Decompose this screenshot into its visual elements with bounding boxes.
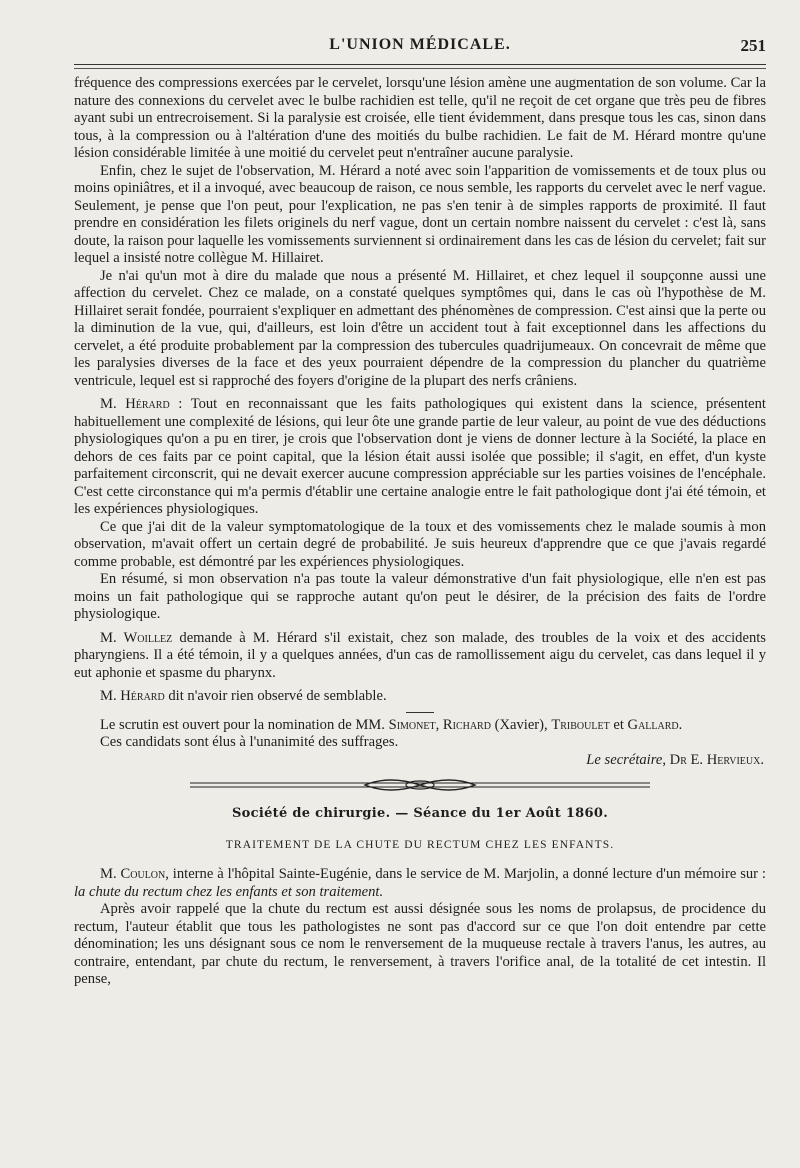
society-heading: Société de chirurgie. — Séance du 1er Août 1860.: [231, 806, 609, 821]
paragraph: Après avoir rappelé que la chute du rectum est aussi désignée sous les noms de prolapsus, de procidence du rectum, l'auteur établit que tous les pathologistes ne sont pas d'accord sur ce que l'on doit entendre par cette dénomination; les uns désignant sous ce nom le renversement de la muqueuse rectale à travers l'anus, les autres, au contraire, entendant, par chute du rectum, le renversement, à travers l'orifice anal, de la totalité de cet intestin. Il pense,: [74, 901, 766, 987]
candidate-name: Simonet: [388, 716, 436, 733]
separator: ,: [435, 716, 443, 733]
paragraph: [74, 630, 766, 683]
paragraph-text: : Tout en reconnaissant que les faits pathologiques qui existent dans la science, présentent habituellement une complexité de lésions, qui leur ôte une grande partie de leur valeur, au point de vue des déductions physiologiques qu'on a pu en tirer, je crois que l'observation dont je viens de donner lecture à la Société, la place en dehors de ces faits par ce point capital, que la lésion était aussi isolée que possible; il s'agit, en effet, d'un kyste parfaitement circonscrit, qui ne devait exercer aucune compression appréciable sur les parties voisines de l'encéphale. C'est cette circonstance qui m'a permis d'établir une certaine analogie entre le fait pathologique dont j'ai été témoin, et les expériences physiologiques.: [74, 396, 766, 517]
paragraph-text: dit n'avoir rien observé de semblable.: [164, 688, 387, 704]
signature: [74, 752, 766, 770]
paragraph: Ce que j'ai dit de la valeur symptomatologique de la toux et des vomissements chez le malade soumis à mon observation, m'avait offert un certain degré de probabilité. Je suis heureux d'apprendre que ce que j'avais regardé comme probable, est démontré par les expériences physiologiques.: [74, 518, 766, 570]
memoir-title: la chute du rectum chez les enfants et son traitement.: [74, 883, 384, 900]
paragraph: [74, 717, 766, 735]
paragraph: fréquence des compressions exercées par le cervelet, lorsqu'une lésion amène une augmentation de son volume. Car la nature des connexions du cervelet avec le bulbe rachidien est telle, qu'il ne reçoit de cet organe que très peu de fibres ayant subi un entrecroisement. Si la paralysie est croisée, elle tient évidemment, dans presque tous les cas, sinon dans tous, à la compression ou à l'altération d'une des moitiés du bulbe rachidien. Le fait de M. Hérard montre qu'une lésion considérable limitée à une moitié du cervelet peut n'entraîner aucune paralysie.: [74, 75, 766, 161]
ornamental-divider: [74, 775, 766, 797]
header-rule: [74, 64, 766, 65]
ornament-flourish-icon: [170, 775, 670, 795]
vote-text: (Xavier),: [490, 716, 552, 733]
separator: et: [609, 716, 628, 733]
paragraph-text: demande à M. Hérard s'il existait, chez son malade, des troubles de la voix et des accidents pharyngiens. Il a été témoin, il y a quelques années, d'un cas de ramollissement aigu du cervelet, cas dans lequel il y eut aphonie et spasme du pharynx.: [74, 629, 766, 681]
candidate-name: Gallard: [627, 716, 679, 733]
paragraph: Enfin, chez le sujet de l'observation, M. Hérard a noté avec soin l'apparition de vomissements et de toux plus ou moins opiniâtres, et il a invoqué, avec beaucoup de raison, ce nous semble, les rapports du cervelet avec le nerf vague. Seulement, je pense que l'on peut, pour l'explication, ne pas s'en tenir à de simples rapports de proximité. Il faut prendre en considération les filets originels du nerf vague, dont un certain nombre naissent du cervelet : c'est là, sans doute, la raison pour laquelle les vomissements surviennent si ordinairement dans les cas de lésion du cervelet; fait sur lequel a insisté notre collègue M. Hillairet.: [74, 162, 766, 266]
running-title: L'UNION MÉDICALE.: [329, 36, 511, 53]
page-number: 251: [740, 36, 766, 55]
speaker-name: M. Hérard: [100, 396, 170, 412]
paragraph: En résumé, si mon observation n'a pas toute la valeur démonstrative d'un fait physiologique, elle n'en est pas moins un fait pathologique qui se rapproche autant qu'on peut le désirer, de la précision des faits de l'ordre physiologique.: [74, 571, 766, 622]
signature-name: Dr E. Hervieux.: [669, 751, 764, 768]
paragraph-text: , interne à l'hôpital Sainte-Eugénie, dans le service de M. Marjolin, a donné lecture d'un mémoire sur :: [165, 866, 766, 882]
section-title: TRAITEMENT DE LA CHUTE DU RECTUM CHEZ LES ENFANTS.: [225, 838, 615, 851]
speaker-name: M. Hérard: [100, 688, 165, 704]
candidate-name: Richard: [442, 716, 491, 733]
page-header: [74, 34, 766, 64]
candidate-name: Triboulet: [551, 716, 610, 733]
speaker-name: M. Woillez: [100, 629, 173, 646]
paragraph: [74, 396, 766, 519]
header-rule-secondary: [74, 68, 766, 69]
body-text: [74, 75, 766, 989]
paragraph: [74, 866, 766, 901]
separator: .: [678, 716, 683, 733]
separator: ,: [662, 751, 670, 768]
signature-role: Le secrétaire: [586, 751, 663, 768]
speaker-name: M. Coulon: [100, 866, 166, 882]
paragraph: [74, 688, 766, 706]
paragraph: Je n'ai qu'un mot à dire du malade que nous a présenté M. Hillairet, et chez lequel il soupçonne aussi une affection du cervelet. Chez ce malade, on a constaté quelques symptômes qui, dans le cas où l'hypothèse de M. Hillairet serait fondée, pourraient s'expliquer en admettant des phénomènes de compression. C'est ainsi que la perte ou la diminution de la vue, qui, d'ailleurs, est loin d'être un accident tout à fait exceptionnel dans les affections du cervelet, a été produite probablement par la compression des tubercules quadrijumeaux. On concevrait de même que les paralysies diverses de la face et des yeux pourraient dépendre de la compression du plancher du quatrième ventricule, lequel est si rapproché des foyers d'origine de la plupart des nerfs crâniens.: [74, 267, 766, 389]
vote-text: Le scrutin est ouvert pour la nomination de MM.: [100, 716, 389, 733]
short-divider: [406, 712, 434, 713]
paragraph: Ces candidats sont élus à l'unanimité des suffrages.: [100, 734, 399, 750]
